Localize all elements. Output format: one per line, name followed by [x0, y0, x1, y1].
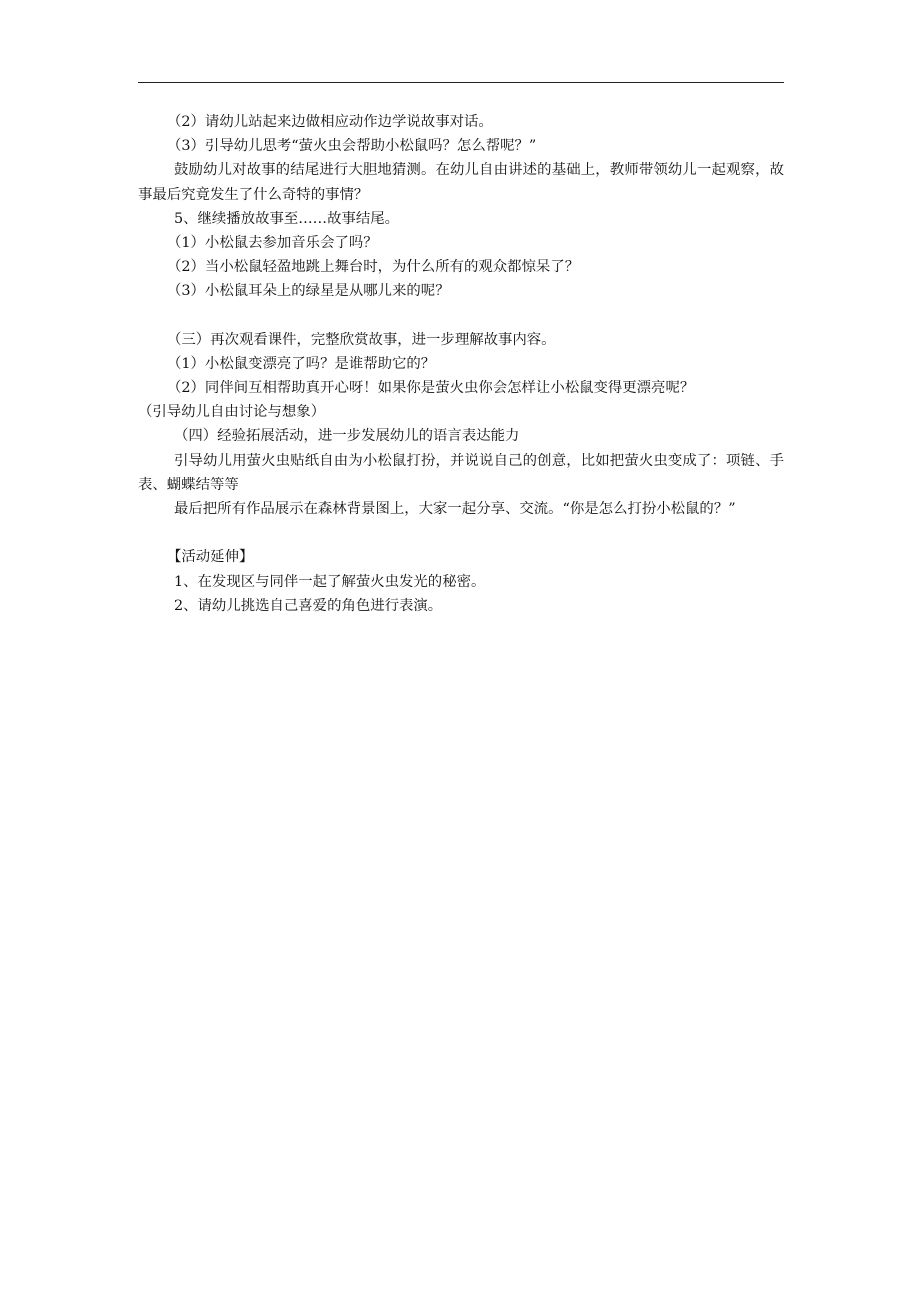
- text-line: 1、在发现区与同伴一起了解萤火虫发光的秘密。: [174, 573, 486, 590]
- paragraph: 最后把所有作品展示在森林背景图上，大家一起分享、交流。“你是怎么打扮小松鼠的？”: [174, 501, 736, 518]
- text-line: （四）经验拓展活动，进一步发展幼儿的语言表达能力: [174, 428, 520, 445]
- paragraph: 引导幼儿用萤火虫贴纸自由为小松鼠打扮，并说说自己的创意，比如把萤火虫变成了：项链、手表、蝴蝶结等等: [138, 452, 784, 493]
- text-line: 5、继续播放故事至……故事结尾。: [174, 210, 400, 227]
- text-line: （引导幼儿自由讨论与想象）: [138, 404, 326, 421]
- text-line: （2）请幼儿站起来边做相应动作边学说故事对话。: [167, 114, 493, 130]
- text-line: （1）小松鼠去参加音乐会了吗？: [167, 234, 378, 251]
- section-heading: 【活动延伸】: [167, 549, 254, 566]
- text-line: （2）同伴间互相帮助真开心呀！如果你是萤火虫你会怎样让小松鼠变得更漂亮呢？: [167, 380, 695, 397]
- text-line: （三）再次观看课件，完整欣赏故事，进一步理解故事内容。: [167, 331, 556, 348]
- spacer: [138, 304, 784, 328]
- header-rule: [138, 82, 784, 83]
- spacer: [138, 521, 784, 545]
- text-line: 2、请幼儿挑选自己喜爱的角色进行表演。: [174, 597, 443, 614]
- document-body: [138, 110, 784, 618]
- text-line: （3）引导幼儿思考“萤火虫会帮助小松鼠吗？怎么帮呢？”: [167, 138, 537, 155]
- text-line: （2）当小松鼠轻盈地跳上舞台时，为什么所有的观众都惊呆了？: [167, 259, 580, 276]
- text-line: （1）小松鼠变漂亮了吗？是谁帮助它的？: [167, 355, 436, 372]
- text-line: （3）小松鼠耳朵上的绿星是从哪儿来的呢？: [167, 283, 450, 300]
- paragraph: 鼓励幼儿对故事的结尾进行大胆地猜测。在幼儿自由讲述的基础上，教师带领幼儿一起观察，故事最后究竟发生了什么奇特的事情？: [138, 162, 784, 203]
